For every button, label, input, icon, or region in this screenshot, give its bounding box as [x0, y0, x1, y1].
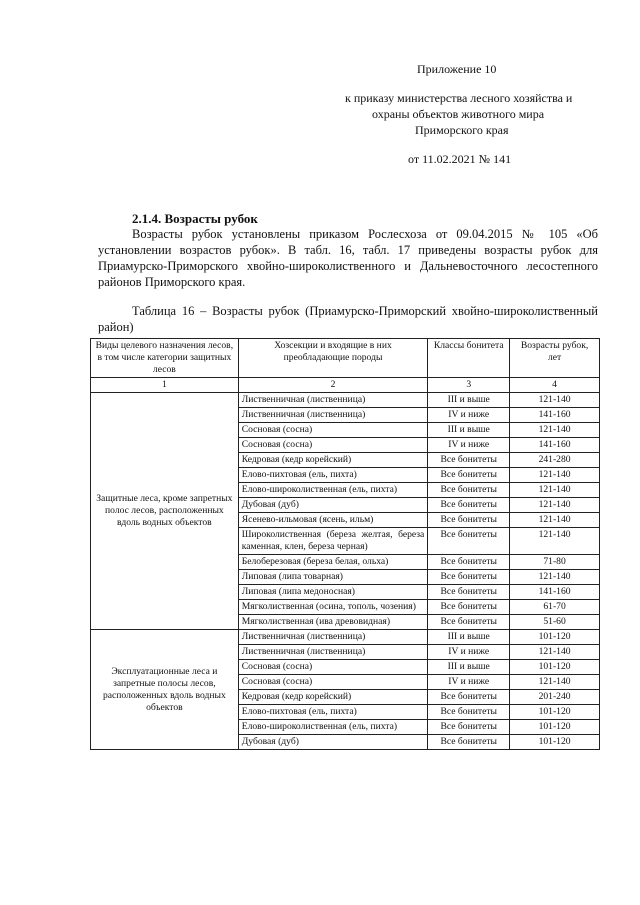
economic-section-cell: Сосновая (сосна) — [238, 423, 428, 438]
economic-section-cell: Елово-пихтовая (ель, пихта) — [238, 468, 428, 483]
economic-section-cell: Ясенево-ильмовая (ясень, ильм) — [238, 513, 428, 528]
cutting-age-cell: 241-280 — [510, 453, 600, 468]
site-class-cell: Все бонитеты — [428, 720, 510, 735]
economic-section-cell: Елово-широколиственная (ель, пихта) — [238, 483, 428, 498]
cutting-age-cell: 121-140 — [510, 528, 600, 555]
site-class-cell: Все бонитеты — [428, 555, 510, 570]
economic-section-cell: Липовая (липа товарная) — [238, 570, 428, 585]
cutting-age-cell: 121-140 — [510, 570, 600, 585]
site-class-cell: III и выше — [428, 660, 510, 675]
column-number: 1 — [91, 378, 239, 393]
cutting-age-cell: 51-60 — [510, 615, 600, 630]
site-class-cell: IV и ниже — [428, 645, 510, 660]
economic-section-cell: Лиственничная (лиственница) — [238, 408, 428, 423]
header-cutting-ages: Возрасты рубок, лет — [510, 339, 600, 378]
header-economic-sections: Хозсекции и входящие в них преобладающие породы — [238, 339, 428, 378]
cutting-age-cell: 141-160 — [510, 585, 600, 600]
site-class-cell: Все бонитеты — [428, 498, 510, 513]
header-forest-purpose: Виды целевого назначения лесов, в том числе категории защитных лесов — [91, 339, 239, 378]
cutting-age-cell: 101-120 — [510, 660, 600, 675]
cutting-age-cell: 101-120 — [510, 720, 600, 735]
appendix-label: Приложение 10 — [417, 62, 497, 76]
site-class-cell: IV и ниже — [428, 438, 510, 453]
cutting-age-cell: 121-140 — [510, 393, 600, 408]
forest-category-cell: Защитные леса, кроме запретных полос лесов, расположенных вдоль водных объектов — [91, 393, 239, 630]
economic-section-cell: Широколиственная (береза желтая, береза каменная, клен, береза черная) — [238, 528, 428, 555]
table-caption — [98, 303, 598, 335]
cutting-age-cell: 121-140 — [510, 645, 600, 660]
table-body — [91, 393, 600, 750]
cutting-age-cell: 121-140 — [510, 468, 600, 483]
column-number: 3 — [428, 378, 510, 393]
site-class-cell: Все бонитеты — [428, 453, 510, 468]
section-title: 2.1.4. Возрасты рубок — [132, 211, 258, 226]
site-class-cell: Все бонитеты — [428, 513, 510, 528]
site-class-cell: III и выше — [428, 393, 510, 408]
site-class-cell: Все бонитеты — [428, 735, 510, 750]
economic-section-cell: Мягколиственная (ива древовидная) — [238, 615, 428, 630]
table-header-row — [91, 339, 600, 378]
cutting-age-cell: 201-240 — [510, 690, 600, 705]
cutting-ages-table — [90, 338, 600, 750]
economic-section-cell: Сосновая (сосна) — [238, 675, 428, 690]
header-site-classes: Классы бонитета — [428, 339, 510, 378]
cutting-age-cell: 101-120 — [510, 630, 600, 645]
table-number-row — [91, 378, 600, 393]
economic-section-cell: Дубовая (дуб) — [238, 735, 428, 750]
column-number: 2 — [238, 378, 428, 393]
table-row — [91, 393, 600, 408]
economic-section-cell: Лиственничная (лиственница) — [238, 630, 428, 645]
cutting-age-cell: 141-160 — [510, 438, 600, 453]
site-class-cell: IV и ниже — [428, 408, 510, 423]
order-reference-line2: охраны объектов животного мира — [372, 107, 545, 121]
cutting-age-cell: 71-80 — [510, 555, 600, 570]
site-class-cell: Все бонитеты — [428, 600, 510, 615]
section-paragraph — [98, 226, 598, 290]
economic-section-cell: Мягколиственная (осина, тополь, чозения) — [238, 600, 428, 615]
economic-section-cell: Липовая (липа медоносная) — [238, 585, 428, 600]
cutting-age-cell: 121-140 — [510, 675, 600, 690]
site-class-cell: Все бонитеты — [428, 468, 510, 483]
economic-section-cell: Лиственничная (лиственница) — [238, 645, 428, 660]
cutting-age-cell: 141-160 — [510, 408, 600, 423]
economic-section-cell: Сосновая (сосна) — [238, 438, 428, 453]
cutting-age-cell: 121-140 — [510, 423, 600, 438]
economic-section-cell: Елово-пихтовая (ель, пихта) — [238, 705, 428, 720]
economic-section-cell: Лиственничная (лиственница) — [238, 393, 428, 408]
site-class-cell: Все бонитеты — [428, 483, 510, 498]
site-class-cell: Все бонитеты — [428, 585, 510, 600]
site-class-cell: Все бонитеты — [428, 615, 510, 630]
order-date: от 11.02.2021 № 141 — [408, 152, 512, 166]
economic-section-cell: Дубовая (дуб) — [238, 498, 428, 513]
site-class-cell: IV и ниже — [428, 675, 510, 690]
site-class-cell: Все бонитеты — [428, 570, 510, 585]
site-class-cell: Все бонитеты — [428, 705, 510, 720]
cutting-age-cell: 101-120 — [510, 735, 600, 750]
order-reference-line3: Приморского края — [415, 123, 509, 137]
table-row — [91, 630, 600, 645]
site-class-cell: III и выше — [428, 423, 510, 438]
economic-section-cell: Кедровая (кедр корейский) — [238, 453, 428, 468]
cutting-age-cell: 61-70 — [510, 600, 600, 615]
site-class-cell: Все бонитеты — [428, 690, 510, 705]
forest-category-cell: Эксплуатационные леса и запретные полосы лесов, расположенных вдоль водных объектов — [91, 630, 239, 750]
order-reference-line1: к приказу министерства лесного хозяйства и — [345, 91, 573, 105]
economic-section-cell: Кедровая (кедр корейский) — [238, 690, 428, 705]
economic-section-cell: Сосновая (сосна) — [238, 660, 428, 675]
site-class-cell: Все бонитеты — [428, 528, 510, 555]
economic-section-cell: Елово-широколиственная (ель, пихта) — [238, 720, 428, 735]
cutting-age-cell: 121-140 — [510, 498, 600, 513]
cutting-age-cell: 121-140 — [510, 513, 600, 528]
column-number: 4 — [510, 378, 600, 393]
section-paragraph-text: Возрасты рубок установлены приказом Рослесхоза от 09.04.2015 № 105 «Об установлении возрастов рубок». В табл. 16, табл. 17 приведены возрасты рубок для Приамурско-Приморского хвойно-широколиственного и Дальневосточного лесостепного районов Приморского края. — [98, 227, 598, 289]
table-caption-text: Таблица 16 – Возрасты рубок (Приамурско-Приморский хвойно-широколиственный район) — [98, 304, 598, 334]
cutting-age-cell: 101-120 — [510, 705, 600, 720]
site-class-cell: III и выше — [428, 630, 510, 645]
cutting-age-cell: 121-140 — [510, 483, 600, 498]
economic-section-cell: Белоберезовая (береза белая, ольха) — [238, 555, 428, 570]
